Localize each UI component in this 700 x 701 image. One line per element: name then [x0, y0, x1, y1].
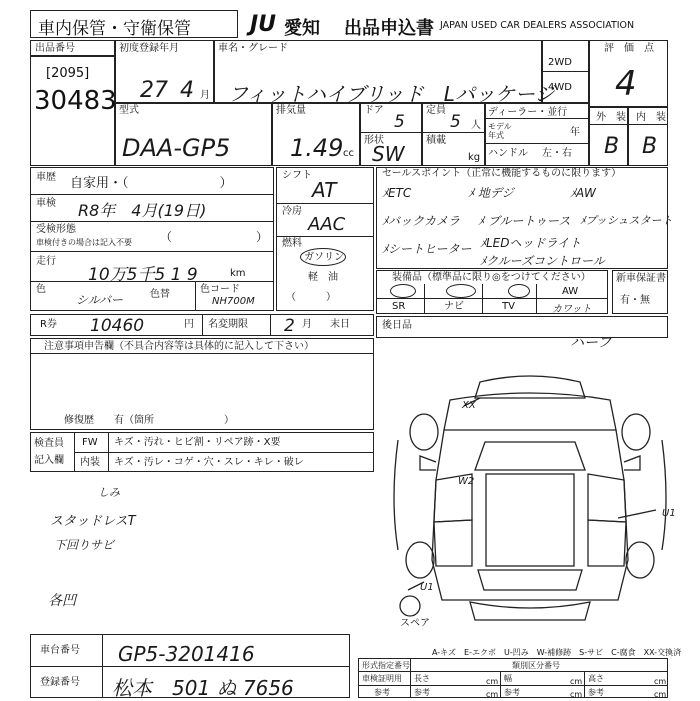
registration-label: 初度登録年月: [119, 43, 179, 54]
spec-row2: 車検証明用: [362, 674, 402, 683]
spec-row2d: 幅: [504, 674, 512, 683]
form-title: 出品申込書: [344, 18, 434, 39]
doors-value: 5: [394, 112, 405, 132]
grade-exterior: B: [604, 134, 620, 159]
grade-exterior-label: 外 装: [596, 112, 626, 123]
inspection-label: 車検: [36, 198, 56, 209]
inspector-row2: キズ・汚レ・コゲ・穴・スレ・キレ・破レ: [114, 457, 304, 468]
fuel-diesel: 軽 油: [308, 272, 338, 283]
title-deadline-end: 末日: [330, 319, 350, 330]
sales-points-label: セールスポイント（正常に機能するものに限ります）: [382, 168, 622, 179]
aircon-value: AAC: [308, 214, 346, 235]
shift-value: AT: [312, 178, 337, 202]
handle-options: 左・右: [542, 148, 572, 159]
received-sub: 車検付きの場合は記入不要: [36, 238, 132, 247]
mark-w2: W2: [458, 476, 475, 487]
lot-label: 出品番号: [35, 43, 75, 54]
org-name: 愛知: [284, 18, 320, 39]
inspector-row2-label: 内装: [80, 457, 100, 468]
mileage-value: 10万5千5 1 9: [88, 265, 198, 285]
spec-row2e: cm: [570, 677, 583, 686]
capacity-value: 5: [450, 112, 461, 132]
color-code-label: 色コード: [200, 284, 240, 295]
spec-row2c: cm: [486, 677, 499, 686]
dealer-label: ディーラー・並行: [488, 107, 568, 118]
warranty-value: 有・無: [620, 295, 650, 306]
displacement-value: 1.49: [290, 134, 344, 162]
spec-row3d: 参考: [504, 688, 520, 697]
equipment-circle-sr: [390, 284, 416, 298]
spare-label: スペア: [400, 618, 430, 629]
note-dents: 各凹: [48, 593, 76, 609]
inspector-row1: キズ・汚れ・ヒビ割・リペア跡・X要: [114, 437, 281, 448]
registration-month-unit: 月: [200, 90, 210, 101]
color-label: 色: [36, 284, 46, 295]
spec-row2b: 長さ: [414, 674, 430, 683]
storage-label: 車内保管・守衛保管: [38, 19, 191, 39]
grade-interior-label: 内 装: [636, 112, 666, 123]
displacement-label: 排気量: [276, 105, 306, 116]
capacity-unit: 人: [471, 120, 481, 131]
inspector-label-2: 記入欄: [34, 455, 64, 466]
model-year-unit: 年: [570, 127, 580, 138]
registration-month: 4: [180, 78, 194, 103]
drive-4wd: 4WD: [548, 82, 572, 93]
drive-2wd: 2WD: [548, 57, 572, 68]
received-value: （ ）: [160, 230, 269, 244]
spec-row3c: cm: [486, 690, 499, 699]
mileage-unit: km: [230, 268, 246, 279]
grade-score: 4: [615, 64, 637, 104]
plate-value: 松本 501 ぬ 7656: [112, 676, 294, 700]
title-deadline-month: 2: [284, 316, 295, 336]
lot-small-number: [2095]: [46, 66, 90, 81]
sales-point-4: ﾒバックカメラ: [382, 214, 461, 228]
equipment-tv: TV: [502, 301, 515, 312]
spec-row1b: 類別区分番号: [512, 661, 560, 670]
spec-row3f: 参考: [588, 688, 604, 697]
spec-row2g: cm: [654, 677, 667, 686]
title-deadline-label: 名変期限: [208, 319, 248, 330]
model-value: DAA-GP5: [122, 134, 231, 162]
note-studless: スタッドレスT: [50, 514, 136, 529]
color-change-label: 色替: [150, 289, 170, 300]
spec-row3g: cm: [654, 690, 667, 699]
color-value: シルバー: [76, 293, 123, 307]
sales-point-9: ﾒクルーズコントロール: [480, 254, 605, 268]
equipment-navi: ナビ: [444, 301, 464, 312]
fuel-label: 燃料: [282, 238, 302, 249]
shape-value: SW: [372, 142, 405, 166]
sales-point-8: ﾒLEDヘッドライト: [480, 236, 582, 250]
repair-label: 修復歴 有（箇所 ）: [64, 415, 234, 426]
damage-legend: A-キズ E-エクボ U-凹み W-補修跡 S-サビ C-腐食 XX-交換済: [432, 648, 682, 657]
spec-row2f: 高さ: [588, 674, 604, 683]
grade-interior: B: [642, 134, 658, 159]
displacement-unit: cc: [343, 148, 354, 159]
grade-label: 評 価 点: [604, 43, 654, 54]
capacity-label: 定員: [426, 105, 446, 116]
history-label: 車歴: [36, 172, 56, 183]
color-code-value: NH700M: [212, 296, 255, 307]
sales-point-7: ﾒシートヒーター: [382, 242, 472, 256]
warranty-label: 新車保証書: [616, 273, 666, 284]
notes-label: 注意事項申告欄（不具合内容等は具体的に記入して下さい）: [44, 341, 314, 352]
inspector-label-1: 検査員: [34, 438, 64, 449]
ju-logo: JU: [250, 12, 277, 37]
rear-seat-label: 後日品: [382, 320, 412, 331]
rear-seat-value: ハーフ: [570, 335, 612, 351]
model-year-label: モデル年式: [488, 122, 512, 140]
note-underbody: 下回りサビ: [54, 538, 115, 552]
chassis-value: GP5-3201416: [118, 642, 255, 666]
note-stain: しみ: [98, 486, 120, 499]
r-ken-value: 10460: [90, 316, 145, 336]
chassis-label: 車台番号: [40, 645, 80, 656]
mark-u1-spare: U1: [420, 582, 434, 593]
sales-point-6: ﾒプッシュスタート: [580, 214, 673, 227]
car-name-value: フィットハイブリッド Lパッケージ: [228, 82, 555, 106]
shape-label: 形状: [364, 135, 384, 146]
lot-number: 30483: [34, 86, 117, 116]
load-label: 積載: [426, 135, 446, 146]
association-name: JAPAN USED CAR DEALERS ASSOCIATION: [440, 20, 635, 31]
title-deadline-unit: 月: [302, 319, 312, 330]
inspector-row1-label: FW: [82, 437, 98, 448]
r-ken-unit: 円: [184, 319, 194, 330]
mark-u1-right: U1: [662, 508, 676, 519]
fuel-circle: [300, 248, 346, 266]
fuel-other: （ ）: [286, 292, 336, 303]
equipment-circle-navi: [446, 284, 476, 298]
spec-row3: 参考: [374, 688, 390, 697]
shift-label: シフト: [282, 170, 312, 181]
spec-row1: 形式指定番号: [362, 661, 410, 670]
car-name-label: 車名・グレード: [218, 43, 288, 54]
equipment-aw: AW: [562, 286, 579, 297]
handle-label: ハンドル: [488, 148, 528, 159]
sales-point-3: ﾒAW: [570, 186, 596, 200]
load-unit: kg: [468, 152, 481, 163]
inspection-value: R8年 4月(19日): [78, 201, 207, 220]
received-label: 受検形態: [36, 224, 76, 235]
doors-label: ドア: [364, 105, 384, 116]
mileage-label: 走行: [36, 256, 56, 267]
equipment-other: カワット: [552, 304, 592, 315]
equipment-circle-tv: [508, 284, 530, 298]
sales-point-5: ﾒ ブルートゥース: [478, 214, 571, 228]
sales-point-1: ﾒETC: [382, 186, 412, 200]
spec-row3b: 参考: [414, 688, 430, 697]
aircon-label: 冷房: [282, 206, 302, 217]
equipment-sr: SR: [392, 301, 406, 312]
r-ken-label: R券: [40, 319, 57, 330]
registration-year: 27: [140, 78, 168, 103]
model-label: 型式: [119, 105, 139, 116]
history-value: 自家用・（ ）: [70, 176, 233, 191]
mark-xx: XX: [462, 400, 476, 411]
equipment-label: 装備品（標準品に限り◎をつけてください）: [392, 272, 591, 283]
sales-point-2: ﾒ 地デジ: [468, 186, 514, 200]
fuel-gasoline: ガソリン: [304, 252, 344, 263]
plate-label: 登録番号: [40, 677, 80, 688]
rear-seat-box: [376, 316, 668, 338]
spec-row3e: cm: [570, 690, 583, 699]
